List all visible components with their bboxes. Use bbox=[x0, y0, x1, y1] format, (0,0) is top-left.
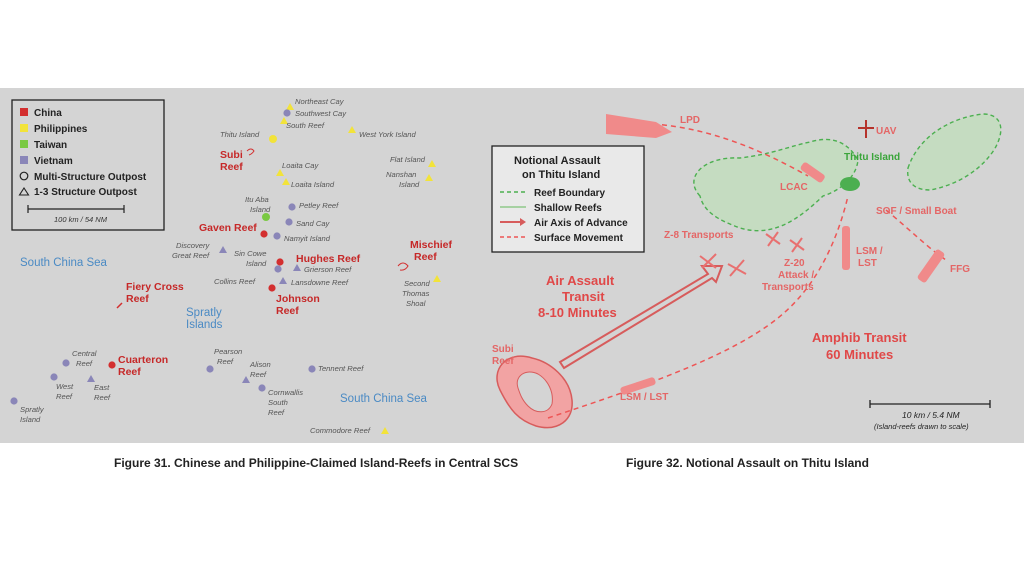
label-tennent: Tennent Reef bbox=[318, 364, 364, 373]
northeast-cay-marker bbox=[286, 103, 294, 110]
vietnam-swatch bbox=[20, 156, 28, 164]
legend-title-2: on Thitu Island bbox=[522, 169, 601, 181]
label-alison-2: Reef bbox=[250, 370, 267, 379]
label-sin-cowe-1: Sin Cowe bbox=[234, 249, 267, 258]
flat-island-marker bbox=[428, 160, 436, 167]
label-sof: SOF / Small Boat bbox=[876, 206, 957, 217]
thitu-assault-map-svg bbox=[478, 88, 1024, 443]
china-swatch bbox=[20, 108, 28, 116]
petley-marker bbox=[288, 203, 295, 210]
label-cornwallis-3: Reef bbox=[268, 408, 285, 417]
label-spratly-island-2: Island bbox=[20, 415, 41, 424]
thitu-island-landmass bbox=[840, 177, 860, 191]
label-mischief-1: Mischief bbox=[410, 239, 453, 251]
label-loaita-island: Loaita Island bbox=[291, 180, 335, 189]
label-cornwallis-2: South bbox=[268, 398, 288, 407]
label-uav: UAV bbox=[876, 126, 897, 137]
legend-multi: Multi-Structure Outpost bbox=[34, 172, 147, 183]
itu-aba-marker bbox=[262, 213, 270, 221]
label-lansdowne: Lansdowne Reef bbox=[291, 278, 348, 287]
mischief-reef-shape bbox=[398, 263, 408, 270]
label-z20-3: Transports bbox=[762, 282, 814, 293]
loaita-cay-marker bbox=[276, 169, 284, 176]
label-z20-1: Z-20 bbox=[784, 258, 805, 269]
label-fiery-1: Fiery Cross bbox=[126, 281, 184, 293]
label-hughes: Hughes Reef bbox=[296, 253, 361, 265]
central-scs-map bbox=[0, 88, 478, 443]
label-mischief-2: Reef bbox=[414, 251, 437, 263]
thitu-reef-boundary bbox=[694, 139, 858, 230]
label-lpd: LPD bbox=[680, 115, 700, 126]
label-subi-2: Reef bbox=[492, 356, 514, 367]
label-fiery-2: Reef bbox=[126, 293, 149, 305]
label-pearson-1: Pearson bbox=[214, 347, 243, 356]
lansdowne-marker bbox=[279, 277, 287, 284]
subi-reef-shape bbox=[247, 149, 254, 155]
region-scs-west: South China Sea bbox=[20, 257, 107, 269]
legend-title-1: Notional Assault bbox=[514, 155, 601, 167]
label-cornwallis-1: Cornwallis bbox=[268, 388, 304, 397]
northeast-reef-boundary bbox=[908, 114, 1001, 190]
label-amphib-2: 60 Minutes bbox=[826, 347, 894, 362]
legend-reef-boundary: Reef Boundary bbox=[534, 188, 606, 199]
z20-helicopter-icons bbox=[766, 232, 804, 252]
label-gaven: Gaven Reef bbox=[199, 222, 257, 234]
legend-china: China bbox=[34, 108, 62, 119]
southwest-cay-vn-marker bbox=[283, 109, 290, 116]
label-amphib-1: Amphib Transit bbox=[812, 330, 907, 345]
taiwan-swatch bbox=[20, 140, 28, 148]
label-south-reef: South Reef bbox=[286, 121, 324, 130]
label-ffg: FFG bbox=[950, 264, 970, 275]
scale-label: 100 km / 54 NM bbox=[54, 215, 107, 224]
label-northeast-cay: Northeast Cay bbox=[295, 97, 344, 106]
thitu-assault-map bbox=[478, 88, 1024, 443]
label-thitu: Thitu Island bbox=[844, 152, 901, 163]
label-east-reef-1: East bbox=[94, 383, 110, 392]
label-west-reef-1: West bbox=[56, 382, 74, 391]
legend-vietnam: Vietnam bbox=[34, 156, 73, 167]
hughes-marker bbox=[276, 258, 283, 265]
label-johnson-1: Johnson bbox=[276, 293, 320, 305]
label-sin-cowe-2: Island bbox=[246, 259, 267, 268]
legend-philippines: Philippines bbox=[34, 124, 88, 135]
label-johnson-2: Reef bbox=[276, 305, 299, 317]
legend-surface: Surface Movement bbox=[534, 233, 623, 244]
label-air-1: Air Assault bbox=[546, 273, 615, 288]
legend-shallow-reefs: Shallow Reefs bbox=[534, 203, 602, 214]
region-spratly-1: Spratly bbox=[186, 307, 222, 319]
label-discovery-2: Great Reef bbox=[172, 251, 210, 260]
pearson-marker bbox=[206, 365, 213, 372]
label-itu-aba-2: Island bbox=[250, 205, 271, 214]
central-reef-marker bbox=[62, 359, 69, 366]
spratly-island-marker bbox=[10, 397, 17, 404]
johnson-marker bbox=[268, 284, 275, 291]
label-grierson: Grierson Reef bbox=[304, 265, 352, 274]
scale-note: (Island-reefs drawn to scale) bbox=[874, 422, 969, 431]
west-york-marker bbox=[348, 126, 356, 133]
figure-32-caption: Figure 32. Notional Assault on Thitu Island bbox=[626, 456, 869, 470]
discovery-marker bbox=[219, 246, 227, 253]
region-scs-east: South China Sea bbox=[340, 393, 427, 405]
label-flat-island: Flat Island bbox=[390, 155, 426, 164]
commodore-marker bbox=[381, 427, 389, 434]
west-reef-marker bbox=[50, 373, 57, 380]
map-legend bbox=[12, 100, 164, 230]
label-central-2: Reef bbox=[76, 359, 93, 368]
lpd-ship bbox=[606, 114, 672, 138]
central-scs-map-svg bbox=[0, 88, 478, 443]
label-lcac: LCAC bbox=[780, 182, 808, 193]
grierson-marker bbox=[293, 264, 301, 271]
label-alison-1: Alison bbox=[250, 360, 271, 369]
legend-few: 1-3 Structure Outpost bbox=[34, 187, 137, 198]
label-second-thomas-2: Thomas bbox=[402, 289, 430, 298]
label-central-1: Central bbox=[72, 349, 97, 358]
label-nanshan-2: Island bbox=[399, 180, 420, 189]
second-thomas-marker bbox=[433, 275, 441, 282]
label-loaita-cay: Loaita Cay bbox=[282, 161, 319, 170]
label-subi-1: Subi bbox=[492, 344, 514, 355]
assault-legend bbox=[492, 146, 644, 252]
cornwallis-marker bbox=[258, 384, 265, 391]
thitu-marker bbox=[269, 135, 277, 143]
nanshan-marker bbox=[425, 174, 433, 181]
label-petley: Petley Reef bbox=[299, 201, 339, 210]
label-west-york: West York Island bbox=[359, 130, 416, 139]
label-southwest-cay: Southwest Cay bbox=[295, 109, 347, 118]
gaven-marker bbox=[260, 230, 267, 237]
region-spratly-2: Islands bbox=[186, 319, 223, 331]
uav-icon bbox=[858, 120, 874, 138]
label-namyit: Namyit Island bbox=[284, 234, 331, 243]
loaita-island-marker bbox=[282, 178, 290, 185]
fiery-cross-shape bbox=[117, 303, 122, 308]
legend-air-axis: Air Axis of Advance bbox=[534, 218, 628, 229]
label-cuarteron-1: Cuarteron bbox=[118, 354, 169, 366]
label-second-thomas-1: Second bbox=[404, 279, 430, 288]
label-pearson-2: Reef bbox=[217, 357, 234, 366]
scale-label: 10 km / 5.4 NM bbox=[902, 410, 960, 420]
label-itu-aba-1: Itu Aba bbox=[245, 195, 269, 204]
label-air-3: 8-10 Minutes bbox=[538, 305, 617, 320]
label-nanshan-1: Nanshan bbox=[386, 170, 417, 179]
label-second-thomas-3: Shoal bbox=[406, 299, 426, 308]
east-reef-marker bbox=[87, 375, 95, 382]
namyit-marker bbox=[273, 232, 280, 239]
label-commodore: Commodore Reef bbox=[310, 426, 370, 435]
label-spratly-island-1: Spratly bbox=[20, 405, 44, 414]
label-discovery-1: Discovery bbox=[176, 241, 210, 250]
label-z20-2: Attack / bbox=[778, 270, 815, 281]
label-lsm-1: LSM / bbox=[856, 246, 883, 257]
alison-marker bbox=[242, 376, 250, 383]
label-lsm-lst: LSM / LST bbox=[620, 392, 669, 403]
philippines-swatch bbox=[20, 124, 28, 132]
label-cuarteron-2: Reef bbox=[118, 366, 141, 378]
label-subi-1: Subi bbox=[220, 149, 243, 161]
label-sand-cay: Sand Cay bbox=[296, 219, 330, 228]
legend-taiwan: Taiwan bbox=[34, 140, 68, 151]
sand-cay-marker bbox=[285, 218, 292, 225]
lsm-ship-north bbox=[842, 226, 850, 270]
label-z8: Z-8 Transports bbox=[664, 230, 734, 241]
label-air-2: Transit bbox=[562, 289, 605, 304]
label-subi-2: Reef bbox=[220, 161, 243, 173]
label-collins: Collins Reef bbox=[214, 277, 255, 286]
sin-cowe-marker bbox=[274, 265, 281, 272]
label-west-reef-2: Reef bbox=[56, 392, 73, 401]
label-lsm-2: LST bbox=[858, 258, 877, 269]
tennent-marker bbox=[308, 365, 315, 372]
label-thitu: Thitu Island bbox=[220, 130, 260, 139]
label-east-reef-2: Reef bbox=[94, 393, 111, 402]
cuarteron-marker bbox=[108, 361, 115, 368]
ffg-ship bbox=[917, 248, 946, 283]
figure-31-caption: Figure 31. Chinese and Philippine-Claimed Island-Reefs in Central SCS bbox=[114, 456, 519, 470]
